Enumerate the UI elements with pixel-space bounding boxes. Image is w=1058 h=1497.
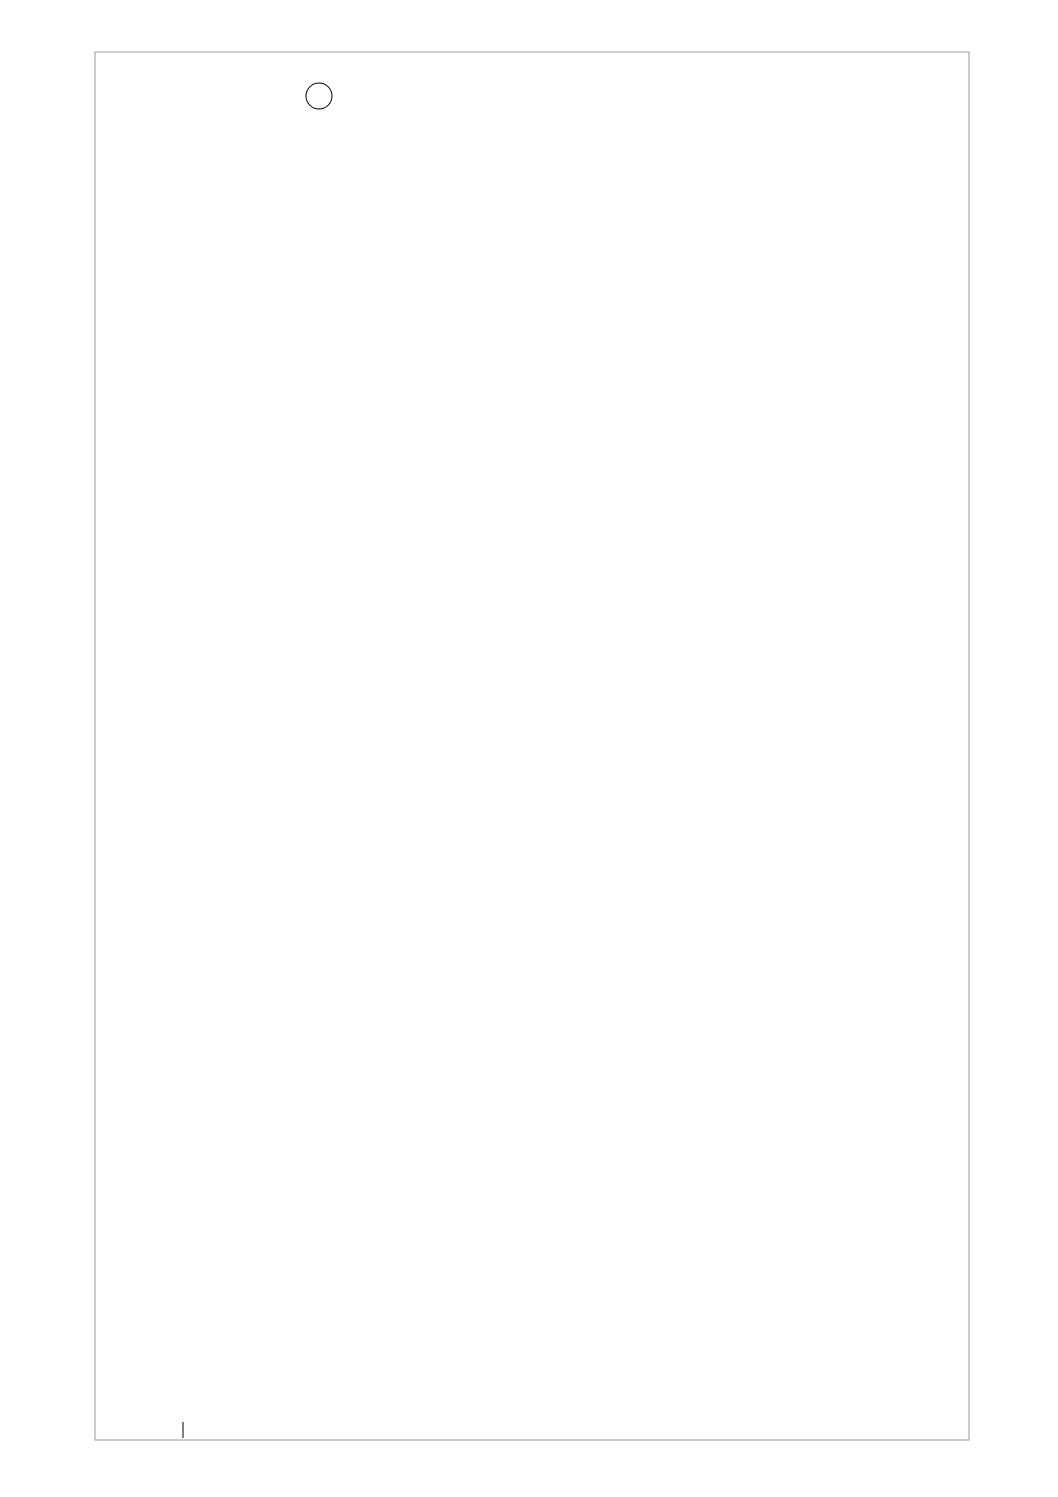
page-frame: [95, 52, 969, 1440]
area-circle-mark: [306, 83, 332, 109]
